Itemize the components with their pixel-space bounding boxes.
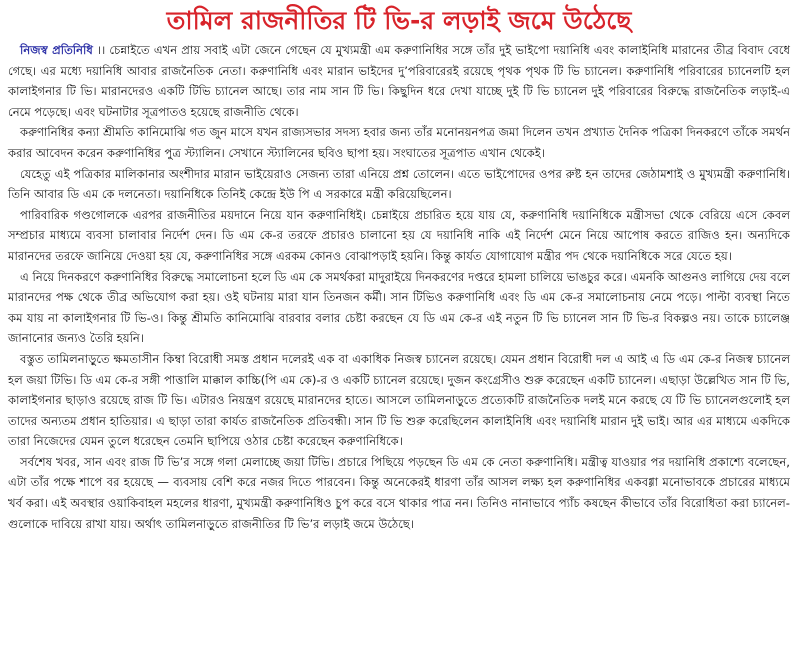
body-paragraph: সর্বশেষ খবর, সান এবং রাজ টি ভি’র সঙ্গে গলা মেলাচ্ছে জয়া টিভি। প্রচারে পিছিয়ে পড়ছেন ডি এম কে নেতা করুণানিধি। মন্ত্রীত্ব যাওয়ার পর দয়ানিধি প্রকাশ্যে বলেছেন, এটা তাঁর পক্ষে শাপে বর হয়েছে — ব্যবসায় বেশি করে নজর দিতে পারবেন। কিন্তু অনেকেরই ধারণা তাঁর আসল লক্ষ্য হল করুণানিধির একবগ্গা মনোভাবকে প্রচারের মাধ্যমে খর্ব করা। এই অবস্থার ওয়াকিবাহল মহলের ধারণা, মুখ্যমন্ত্রী করুণানিধিও চুপ করে বসে থাকার পাত্র নন। তিনিও নানাভাবে প্যাঁচ কষছেন কীভাবে তাঁর বিরোধিতা করা চ্যানেল-গুলোকে দাবিয়ে রাখা যায়। অর্থাৎ তামিলনাড়ুতে রাজনীতির টি ভি’র লড়াই জমে উঠেছে।: [8, 454, 790, 531]
body-paragraph: বস্তুত তামিলনাড়ুতে ক্ষমতাসীন কিম্বা বিরোধী সমস্ত প্রধান দলেরই এক বা একাধিক নিজস্ব চ্যানেল রয়েছে। যেমন প্রধান বিরোধী দল এ আই এ ডি এম কে-র নিজস্ব চ্যানেল হল জয়া টিভি। ডি এম কে-র সঙ্গী পাত্তালি মাক্কাল কাচ্চি(পি এম কে)-র ও একটি চ্যানেল রয়েছে। দুজন কংগ্রেসীও শুরু করেছেন একটি চ্যানেল। এছাড়া উল্লেখিত সান টি ভি, কালাইগনার ছাড়াও রয়েছে রাজ টি ভি। এটারও নিয়ন্ত্রণ রয়েছে মারানদের হাতে। আসলে তামিলনাড়ুতে প্রত্যেকটি রাজনৈতিক দলই মনে করছে যে টি ভি চ্যানেলগুলোই হল তাদের অন্যতম প্রধান হাতিয়ার। এ ছাড়া তারা কার্যত রাজনৈতিক প্রতিবন্ধী। সান টি ভি শুরু করেছিলেন কালাইনিধি এবং দয়ানিধি মারান দুই ভাই। আর এর মাধ্যমে একদিকে তারা নিজেদের যেমন তুলে ধরেছেন তেমনি ছাপিয়ে ওঠার চেষ্টা করেছেন করুণানিধিকে।: [8, 351, 790, 449]
article-body: [8, 40, 790, 534]
body-paragraph: করুণানিধির কন্যা শ্রীমতি কানিমোঝি গত জুন মাসে যখন রাজ্যসভার সদস্য হবার জন্য তাঁর মনোনয়নপত্র জমা দিলেন তখন প্রখ্যাত দৈনিক পত্রিকা দিনকরণে তাঁকে সমর্থন করার আবেদন করেন করুণানিধির পুত্র স্ট্যালিন। সেখানে স্ট্যালিনের ছবিও ছাপা হয়। সংঘাতের সূত্রপাত এখান থেকেই।: [8, 125, 790, 160]
article-headline: তামিল রাজনীতির টি ভি-র লড়াই জমে উঠেছে: [166, 6, 632, 35]
body-paragraph: যেহেতু এই পত্রিকার মালিকানার অংশীদার মারান ভাইয়েরাও সেজন্য তারা এনিয়ে প্রশ্ন তোলেন। এতে ভাইপোদের ওপর রুষ্ট হন তাদের জেঠামশাই ও মুখ্যমন্ত্রী করুণানিধি। তিনি আবার ডি এম কে দলনেতা। দয়ানিধিকে তিনিই কেন্দ্রে ইউ পি এ সরকারে মন্ত্রী করিয়েছিলেন।: [8, 166, 790, 202]
body-paragraph: এ নিয়ে দিনকরণে করুণানিধির বিরুদ্ধে সমালোচনা হলে ডি এম কে সমর্থকরা মাদুরাইয়ে দিনকরণের দপ্তরে হামলা চালিয়ে ভাঙচুর করে। এমনকি আগুনও লাগিয়ে দেয় বলে মারানদের পক্ষ থেকে তীব্র অভিযোগ করা হয়। ওই ঘটনায় মারা যান তিনজন কর্মী। সান টিভিও করুণানিধি এবং ডি এম কে-র সমালোচনায় নেমে পড়ে। পাল্টা ব্যবস্থা নিতে কম যায় না কালাইগনার টি ভি-ও। কিন্তু শ্রীমতি কানিমোঝি বারবার বলার চেষ্টা করছেন যে ডি এম কে-র এই নতুন টি ভি চ্যানেল সান টি ভি-র বিকল্পও নয়। তাকে চ্যালেঞ্জ জানানোর জন্যও তৈরি হয়নি।: [8, 269, 790, 346]
lead-text: ।। চেন্নাইতে এখন প্রায় সবাই এটা জেনে গেছেন যে মুখ্যমন্ত্রী এম করুণানিধির সঙ্গে তাঁর দুই ভাইপো দয়ানিধি এবং কালাইনিধি মারানের তীব্র বিবাদ বেধে গেছে। এর মধ্যে দয়ানিধি আবার রাজনৈতিক নেতা। করুণানিধি এবং মারান ভাইদের দু’পরিবারেরই রয়েছে পৃথক পৃথক টি ভি চ্যানেল। করুণানিধি পরিবারের চ্যানেলটি হল কালাইগনার টি ভি। মারানদেরও একটি টিভি চ্যানেল আছে। তার নাম সান টি ভি। কিছুদিন ধরে দেখা যাচ্ছে দুই টি ভি চ্যানেল দুই পরিবারের বিরুদ্ধে রাজনৈতিক লড়াই-এ নেমে পড়েছে। এবং ঘটনাটার সূত্রপাতও হয়েছে রাজনীতি থেকে।: [8, 43, 790, 119]
byline: নিজস্ব প্রতিনিধি: [20, 43, 93, 57]
body-paragraph: পারিবারিক গণ্ডগোলকে এরপর রাজনীতির ময়দানে নিয়ে যান করুণানিধিই। চেন্নাইয়ে প্রচারিত হয়ে যায় যে, করুণানিধি দয়ানিধিকে মন্ত্রীসভা থেকে বেরিয়ে এসে কেবল সম্প্রচার মাধ্যমে ব্যবসা চালাবার নির্দেশ দেন। ডি এম কে-র তরফে প্রচারও চালানো হয় যে দয়ানিধি নাকি এই নির্দেশ মেনে নিয়ে আপোষ করতে রাজিও হন। অন্যদিকে মারানদের তরফে জানিয়ে দেওয়া হয় যে, করুণানিধির সঙ্গে এরকম কোনও বোঝাপড়াই হয়নি। কিন্তু কার্যত যোগাযোগ মন্ত্রীর পদ থেকে দয়ানিধিকে সরে যেতে হয়।: [8, 207, 790, 263]
lead-paragraph: [8, 40, 790, 122]
